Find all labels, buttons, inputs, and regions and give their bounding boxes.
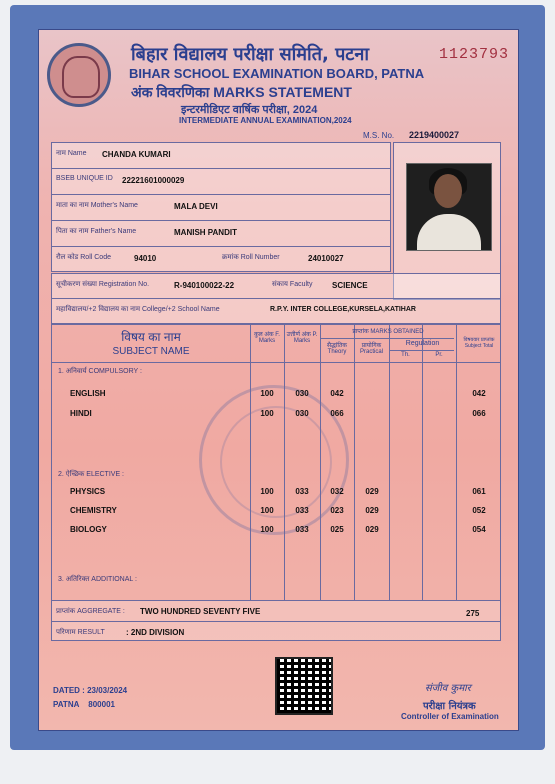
- pr-header: Pr.: [435, 352, 443, 358]
- elective-section: 2. ऐच्छिक ELECTIVE :: [58, 471, 125, 478]
- place-line: [53, 700, 115, 709]
- subject-total: 066: [472, 409, 486, 418]
- subject-total: 061: [472, 487, 486, 496]
- practical-header: प्रायोगिक Practical: [359, 343, 383, 355]
- father-value: MANISH PANDIT: [174, 228, 237, 237]
- result-label: परिणाम RESULT: [56, 629, 105, 636]
- aggregate-value: 275: [466, 609, 480, 618]
- board-title-english: BIHAR SCHOOL EXAMINATION BOARD, PATNA: [129, 66, 425, 81]
- dated-value: 23/03/2024: [87, 686, 128, 695]
- roll-code-label: रौल कोड Roll Code: [56, 254, 111, 261]
- controller-title-hindi: परीक्षा नियंत्रक: [423, 701, 476, 712]
- mother-row: [51, 194, 391, 220]
- full-marks: 100: [260, 389, 274, 398]
- reg-label: सूचीकरण संख्या Registration No.: [56, 281, 150, 288]
- full-marks: 100: [260, 525, 274, 534]
- additional-section: 3. अतिरिक्त ADDITIONAL :: [58, 576, 137, 583]
- marksheet-body: [38, 29, 519, 731]
- theory-marks: 042: [330, 389, 344, 398]
- obtained-header: प्राप्तांक MARKS OBTAINED: [352, 329, 424, 335]
- full-marks: 100: [260, 506, 274, 515]
- ms-no-label: M.S. No.: [363, 131, 395, 140]
- serial-number: 1123793: [439, 46, 510, 63]
- exam-title-english: INTERMEDIATE ANNUAL EXAMINATION,2024: [179, 116, 352, 125]
- marksheet: [10, 5, 545, 750]
- practical-marks: 029: [365, 525, 379, 534]
- pass-marks: 030: [295, 409, 309, 418]
- name-label: नाम Name: [56, 150, 87, 157]
- college-label: महाविद्यालय/+2 विद्यालय का नाम College/+2 School Name: [56, 306, 220, 313]
- full-marks: 100: [260, 409, 274, 418]
- college-row: [51, 299, 501, 325]
- board-logo-icon: [47, 43, 111, 107]
- subject-header-english: SUBJECT NAME: [112, 346, 190, 357]
- th-header: Th.: [401, 352, 410, 358]
- place-label: PATNA: [53, 700, 80, 709]
- compulsory-section: 1. अनिवार्य COMPULSORY :: [58, 368, 142, 375]
- aggregate-words: TWO HUNDRED SEVENTY FIVE: [140, 607, 261, 616]
- subject-total: 054: [472, 525, 486, 534]
- reg-value: R-940100022-22: [174, 281, 235, 290]
- dated-label: DATED :: [53, 686, 85, 695]
- theory-header: सैद्धांतिक Theory: [327, 343, 347, 355]
- subject-total: 042: [472, 389, 486, 398]
- theory-marks: 025: [330, 525, 344, 534]
- subject-name: ENGLISH: [70, 389, 106, 398]
- subject-name: HINDI: [70, 409, 92, 418]
- roll-row: [51, 246, 391, 272]
- place-code: 800001: [88, 700, 115, 709]
- subject-name: BIOLOGY: [70, 525, 107, 534]
- name-row: [51, 142, 391, 168]
- faculty-label: संकाय Faculty: [272, 281, 313, 288]
- student-photo: [406, 163, 492, 251]
- father-label: पिता का नाम Father's Name: [56, 228, 137, 235]
- father-row: [51, 220, 391, 246]
- qr-code-icon: [275, 657, 333, 715]
- mother-label: माता का नाम Mother's Name: [56, 202, 138, 209]
- uid-value: 22221601000029: [122, 176, 185, 185]
- fmarks-header: कुल अंक F. Marks: [254, 332, 280, 344]
- subject-header-hindi: विषय का नाम: [121, 330, 181, 344]
- college-value: R.P.Y. INTER COLLEGE,KURSELA,KATIHAR: [270, 306, 416, 313]
- pass-marks: 033: [295, 525, 309, 534]
- result-value: : 2ND DIVISION: [126, 628, 185, 637]
- board-title-hindi: बिहार विद्यालय परीक्षा समिति, पटना: [131, 44, 370, 65]
- subject-name: PHYSICS: [70, 487, 106, 496]
- marks-statement-title: अंक विवरणिका MARKS STATEMENT: [131, 84, 352, 100]
- name-value: CHANDA KUMARI: [102, 150, 171, 159]
- mother-value: MALA DEVI: [174, 202, 218, 211]
- theory-marks: 023: [330, 506, 344, 515]
- regulation-header: Regulation: [405, 340, 440, 347]
- registration-row: [51, 273, 501, 299]
- marks-table: [51, 323, 501, 601]
- subject-total-header: विषयवार प्राप्तांक Subject Total: [463, 337, 495, 349]
- ms-no-value: 2219400027: [409, 130, 460, 140]
- practical-marks: 029: [365, 506, 379, 515]
- practical-marks: 029: [365, 487, 379, 496]
- pass-marks: 033: [295, 506, 309, 515]
- controller-title-english: Controller of Examination: [401, 712, 499, 721]
- dated-line: [53, 686, 127, 695]
- roll-no-value: 24010027: [308, 254, 344, 263]
- subject-name: CHEMISTRY: [70, 506, 117, 515]
- subject-total: 052: [472, 506, 486, 515]
- roll-code-value: 94010: [134, 254, 157, 263]
- roll-no-label: क्रमांक Roll Number: [222, 254, 280, 261]
- uid-row: [51, 168, 391, 194]
- pmarks-header: उत्तीर्ण अंक P. Marks: [286, 332, 318, 344]
- faculty-value: SCIENCE: [332, 281, 368, 290]
- full-marks: 100: [260, 487, 274, 496]
- pass-marks: 030: [295, 389, 309, 398]
- aggregate-label: प्राप्तांक AGGREGATE :: [56, 608, 125, 615]
- controller-signature: संजीव कुमार: [425, 683, 471, 694]
- theory-marks: 032: [330, 487, 344, 496]
- pass-marks: 033: [295, 487, 309, 496]
- aggregate-box: [51, 601, 501, 641]
- exam-title-hindi: इन्टरमीडिएट वार्षिक परीक्षा, 2024: [181, 104, 318, 116]
- theory-marks: 066: [330, 409, 344, 418]
- uid-label: BSEB UNIQUE ID: [56, 175, 113, 182]
